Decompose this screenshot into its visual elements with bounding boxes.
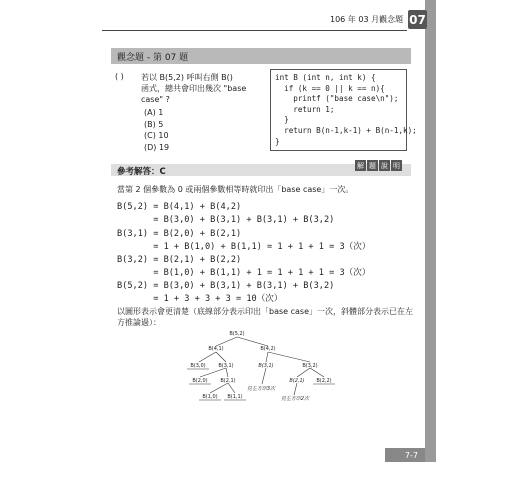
question-line: case" ? xyxy=(141,95,170,104)
tree-node-b31: B(3,1) xyxy=(218,363,234,369)
chapter-side-bar xyxy=(425,0,436,462)
question-line: 若以 B(5,2) 呼叫右側 B() xyxy=(141,73,233,82)
badge-char: 明 xyxy=(393,161,400,170)
tree-node-b11: B(1,1) xyxy=(227,394,243,400)
answer-blank: ( ) xyxy=(115,72,124,81)
tree-node-b32: B(3,2) xyxy=(302,363,318,369)
chapter-title: 106 年 03 月觀念題 xyxy=(330,15,404,24)
header-rule xyxy=(102,30,407,31)
tree-node-b22: B(2,2) xyxy=(316,378,332,384)
explanation-badge xyxy=(355,160,402,171)
tree-node-b20: B(2,0) xyxy=(192,378,208,384)
question-header: 觀念題 - 第 07 題 xyxy=(111,48,411,64)
page-number: 7-7 xyxy=(404,450,418,460)
chapter-number-badge: 07 xyxy=(408,10,427,29)
tree-node-b41: B(4,1) xyxy=(208,346,224,352)
option-a: (A) 1 xyxy=(144,108,164,117)
question-text xyxy=(141,72,266,105)
option-d: (D) 19 xyxy=(144,142,170,152)
tree-node-b21-repeat: B(2,1) xyxy=(289,378,305,384)
tree-note-right: 見左方印2次 xyxy=(280,396,310,402)
tree-intro: 以圖形表示會更清楚（底線部分表示印出「base case」一次，斜體部分表示已在左方推論過）： xyxy=(117,307,414,327)
question-line: 函式，總共會印出幾次 "base xyxy=(141,84,247,93)
option-c: (C) 10 xyxy=(144,131,169,140)
tree-note-left: 見左方印3次 xyxy=(246,386,276,392)
badge-char: 說 xyxy=(381,161,388,170)
option-b: (B) 5 xyxy=(144,119,164,129)
tree-node-b42: B(4,2) xyxy=(260,346,276,352)
tree-node-root: B(5,2) xyxy=(229,331,245,337)
options-list xyxy=(144,107,169,153)
tree-node-b31-repeat: B(3,1) xyxy=(258,363,274,369)
tree-node-b21: B(2,1) xyxy=(220,378,236,384)
code-box: int B (int n, int k) { if (k == 0 || k == n){ printf ("base case\n"); return 1; } return B(n-1,k-1) + B(n-1,k); } xyxy=(270,69,407,151)
badge-char: 解 xyxy=(357,161,364,170)
equation-b31: B(3,1) = B(2,0) + B(2,1) = 1 + B(1,0) + B(1,1) = 1 + 1 + 1 = 3（次） xyxy=(117,229,371,252)
badge-char: 題 xyxy=(369,161,376,170)
recursion-tree xyxy=(170,326,350,406)
equation-b52: B(5,2) = B(4,1) + B(4,2) = B(3,0) + B(3,1) + B(3,1) + B(3,2) xyxy=(117,202,335,225)
equation-b32: B(3,2) = B(2,1) + B(2,2) = B(1,0) + B(1,1) + 1 = 1 + 1 + 1 = 3（次） xyxy=(117,255,371,278)
answer-intro: 當第 2 個參數為 0 或兩個參數相等時就印出「base case」一次。 xyxy=(117,185,354,194)
tree-node-b30: B(3,0) xyxy=(190,363,206,369)
answer-title: 參考解答：C xyxy=(117,167,166,177)
equation-b52-total: B(5,2) = B(3,0) + B(3,1) + B(3,1) + B(3,2) = 1 + 3 + 3 + 3 = 10（次） xyxy=(117,281,335,304)
tree-node-b10: B(1,0) xyxy=(202,394,218,400)
